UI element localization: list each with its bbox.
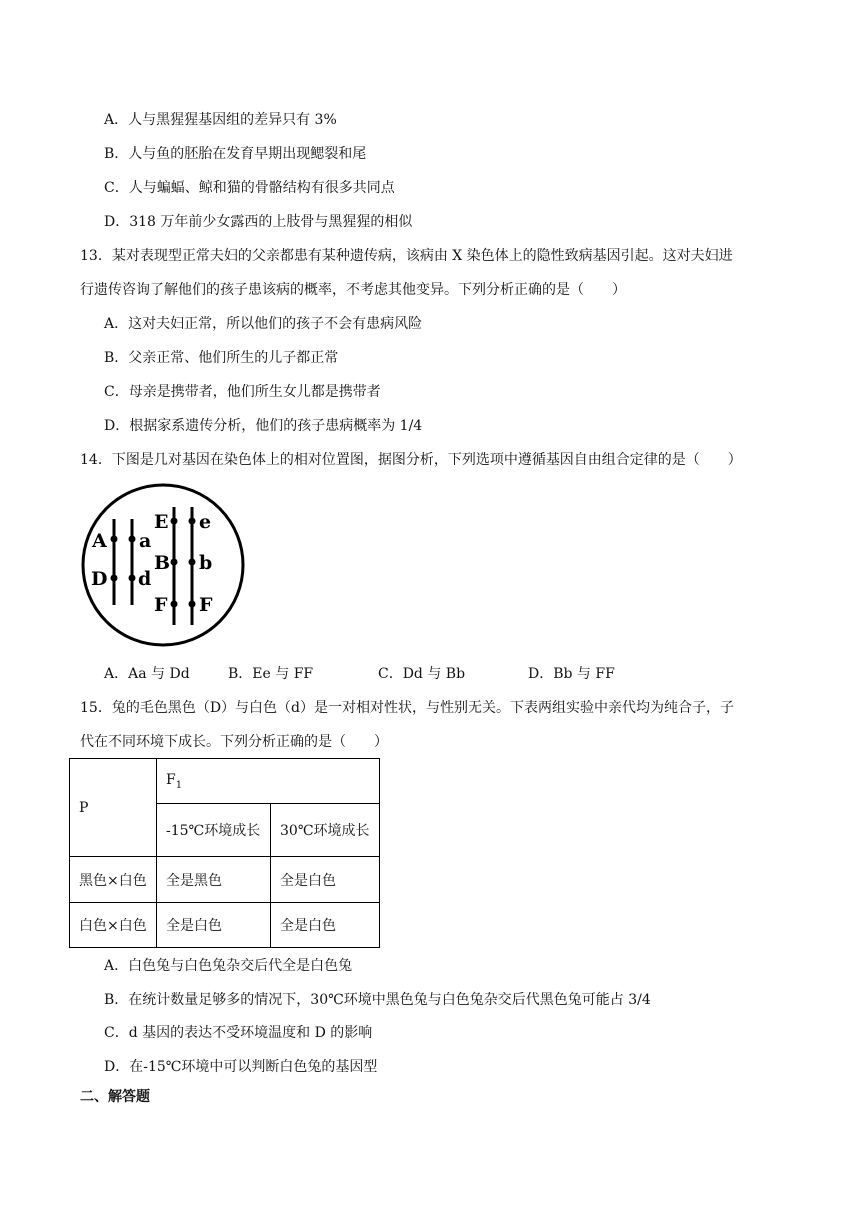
q14-option-b: B．Ee 与 FF — [228, 666, 314, 682]
locus-E — [171, 518, 178, 525]
q13-option-b: B．父亲正常、他们所生的儿子都正常 — [104, 350, 339, 366]
q13-stem-line2: 行遗传咨询了解他们的孩子患该病的概率，不考虑其他变异。下列分析正确的是（ ） — [80, 282, 626, 298]
q15-stem-line1: 15．兔的毛色黑色（D）与白色（d）是一对相对性状，与性别无关。下表两组实验中亲代均为纯合子，子 — [80, 700, 734, 716]
label-B: B — [154, 552, 171, 574]
label-D: D — [91, 568, 108, 590]
table-row — [70, 903, 380, 948]
q15-option-d: D．在-15℃环境中可以判断白色兔的基因型 — [104, 1059, 378, 1075]
table-header-p: P — [70, 759, 157, 857]
q12-option-c: C．人与蝙蝠、鲸和猫的骨骼结构有很多共同点 — [104, 180, 395, 196]
label-b: b — [199, 552, 213, 574]
q14-option-a: A．Aa 与 Dd — [104, 666, 190, 682]
locus-F1 — [171, 601, 178, 608]
locus-b — [189, 559, 196, 566]
q15-option-c: C．d 基因的表达不受环境温度和 D 的影响 — [104, 1025, 373, 1041]
table-row — [70, 857, 380, 903]
locus-F2 — [189, 601, 196, 608]
label-E: E — [154, 511, 169, 533]
q15-stem-line2: 代在不同环境下成长。下列分析正确的是（ ） — [80, 734, 388, 750]
label-F1: F — [154, 594, 168, 616]
label-e: e — [199, 511, 212, 533]
table-cell-cross: 白色×白色 — [70, 903, 157, 948]
q13-stem-line1: 13．某对表现型正常夫妇的父亲都患有某种遗传病，该病由 X 染色体上的隐性致病基因引起。这对夫妇进 — [80, 248, 733, 264]
label-F2: F — [199, 594, 213, 616]
q15-option-b: B．在统计数量足够多的情况下，30℃环境中黑色兔与白色兔杂交后代黑色兔可能占 3/4 — [104, 992, 651, 1008]
experiment-table — [69, 758, 380, 948]
q13-option-c: C．母亲是携带者，他们所生女儿都是携带者 — [104, 384, 381, 400]
table-header-f1: $F_1$ — [157, 759, 380, 804]
q12-option-b: B．人与鱼的胚胎在发育早期出现鳃裂和尾 — [104, 146, 367, 162]
locus-D — [111, 575, 118, 582]
q15-option-a: A．白色兔与白色兔杂交后代全是白色兔 — [104, 958, 353, 974]
locus-a — [129, 536, 136, 543]
locus-d — [129, 575, 136, 582]
table-header-env2: 30℃环境成长 — [271, 804, 380, 857]
q14-stem: 14．下图是几对基因在染色体上的相对位置图，据图分析，下列选项中遵循基因自由组合定律的是（ ） — [80, 452, 742, 468]
q12-option-d: D．318 万年前少女露西的上肢骨与黑猩猩的相似 — [104, 214, 413, 230]
locus-B — [171, 559, 178, 566]
chromosome-figure — [75, 479, 255, 649]
locus-e — [189, 518, 196, 525]
q13-option-a: A．这对夫妇正常，所以他们的孩子不会有患病风险 — [104, 316, 423, 332]
section-title: 二、解答题 — [80, 1089, 150, 1105]
locus-A — [111, 536, 118, 543]
table-cell-env1: 全是黑色 — [157, 857, 271, 903]
label-d: d — [138, 568, 152, 590]
table-cell-env1: 全是白色 — [157, 903, 271, 948]
q12-option-a: A．人与黑猩猩基因组的差异只有 3% — [104, 112, 337, 128]
table-cell-env2: 全是白色 — [271, 903, 380, 948]
q14-option-d: D．Bb 与 FF — [528, 666, 615, 682]
table-cell-env2: 全是白色 — [271, 857, 380, 903]
table-cell-cross: 黑色×白色 — [70, 857, 157, 903]
label-a: a — [139, 530, 152, 552]
q13-option-d: D．根据家系遗传分析，他们的孩子患病概率为 1/4 — [104, 418, 423, 434]
table-header-env1: -15℃环境成长 — [157, 804, 271, 857]
q14-option-c: C．Dd 与 Bb — [378, 666, 466, 682]
label-A: A — [92, 530, 107, 552]
